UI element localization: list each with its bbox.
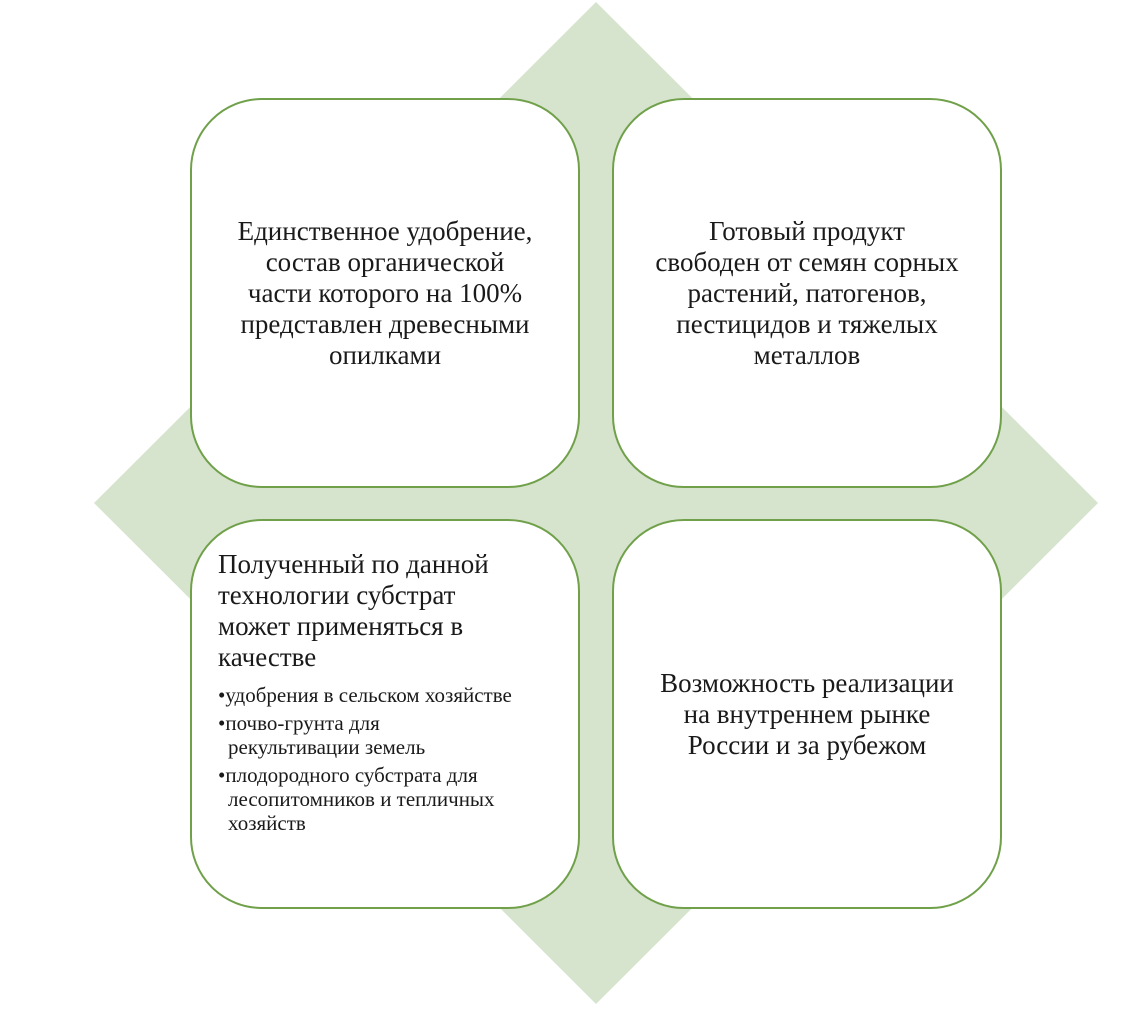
bullet-text: плодородного субстрата для лесопитомников и тепличных хозяйств — [225, 763, 495, 835]
box-top-right-text: Готовый продукт свободен от семян сорных растений, патогенов, пестицидов и тяжелых металлов — [655, 215, 959, 370]
bullet-item — [218, 683, 512, 707]
box-bottom-left-heading: Полученный по данной технологии субстрат может применяться в качестве — [218, 549, 489, 672]
bullet-text: удобрения в сельском хозяйстве — [225, 683, 512, 707]
bullet-glyph: • — [218, 683, 226, 707]
bullet-glyph: • — [218, 711, 226, 735]
bullet-text: почво-грунта для рекультивации земель — [225, 711, 426, 759]
bullet-item — [218, 711, 512, 759]
box-bottom-left — [190, 519, 580, 909]
bullet-item — [218, 763, 512, 835]
box-top-right — [612, 98, 1002, 488]
box-top-left-text: Единственное удобрение, состав органической части которого на 100% представлен древесными опилками — [237, 215, 533, 370]
box-bottom-left-bullet-list — [218, 683, 512, 839]
box-top-left — [190, 98, 580, 488]
box-bottom-right-text: Возможность реализации на внутреннем рынке России и за рубежом — [660, 667, 954, 760]
box-bottom-right — [612, 519, 1002, 909]
bullet-glyph: • — [218, 763, 226, 787]
